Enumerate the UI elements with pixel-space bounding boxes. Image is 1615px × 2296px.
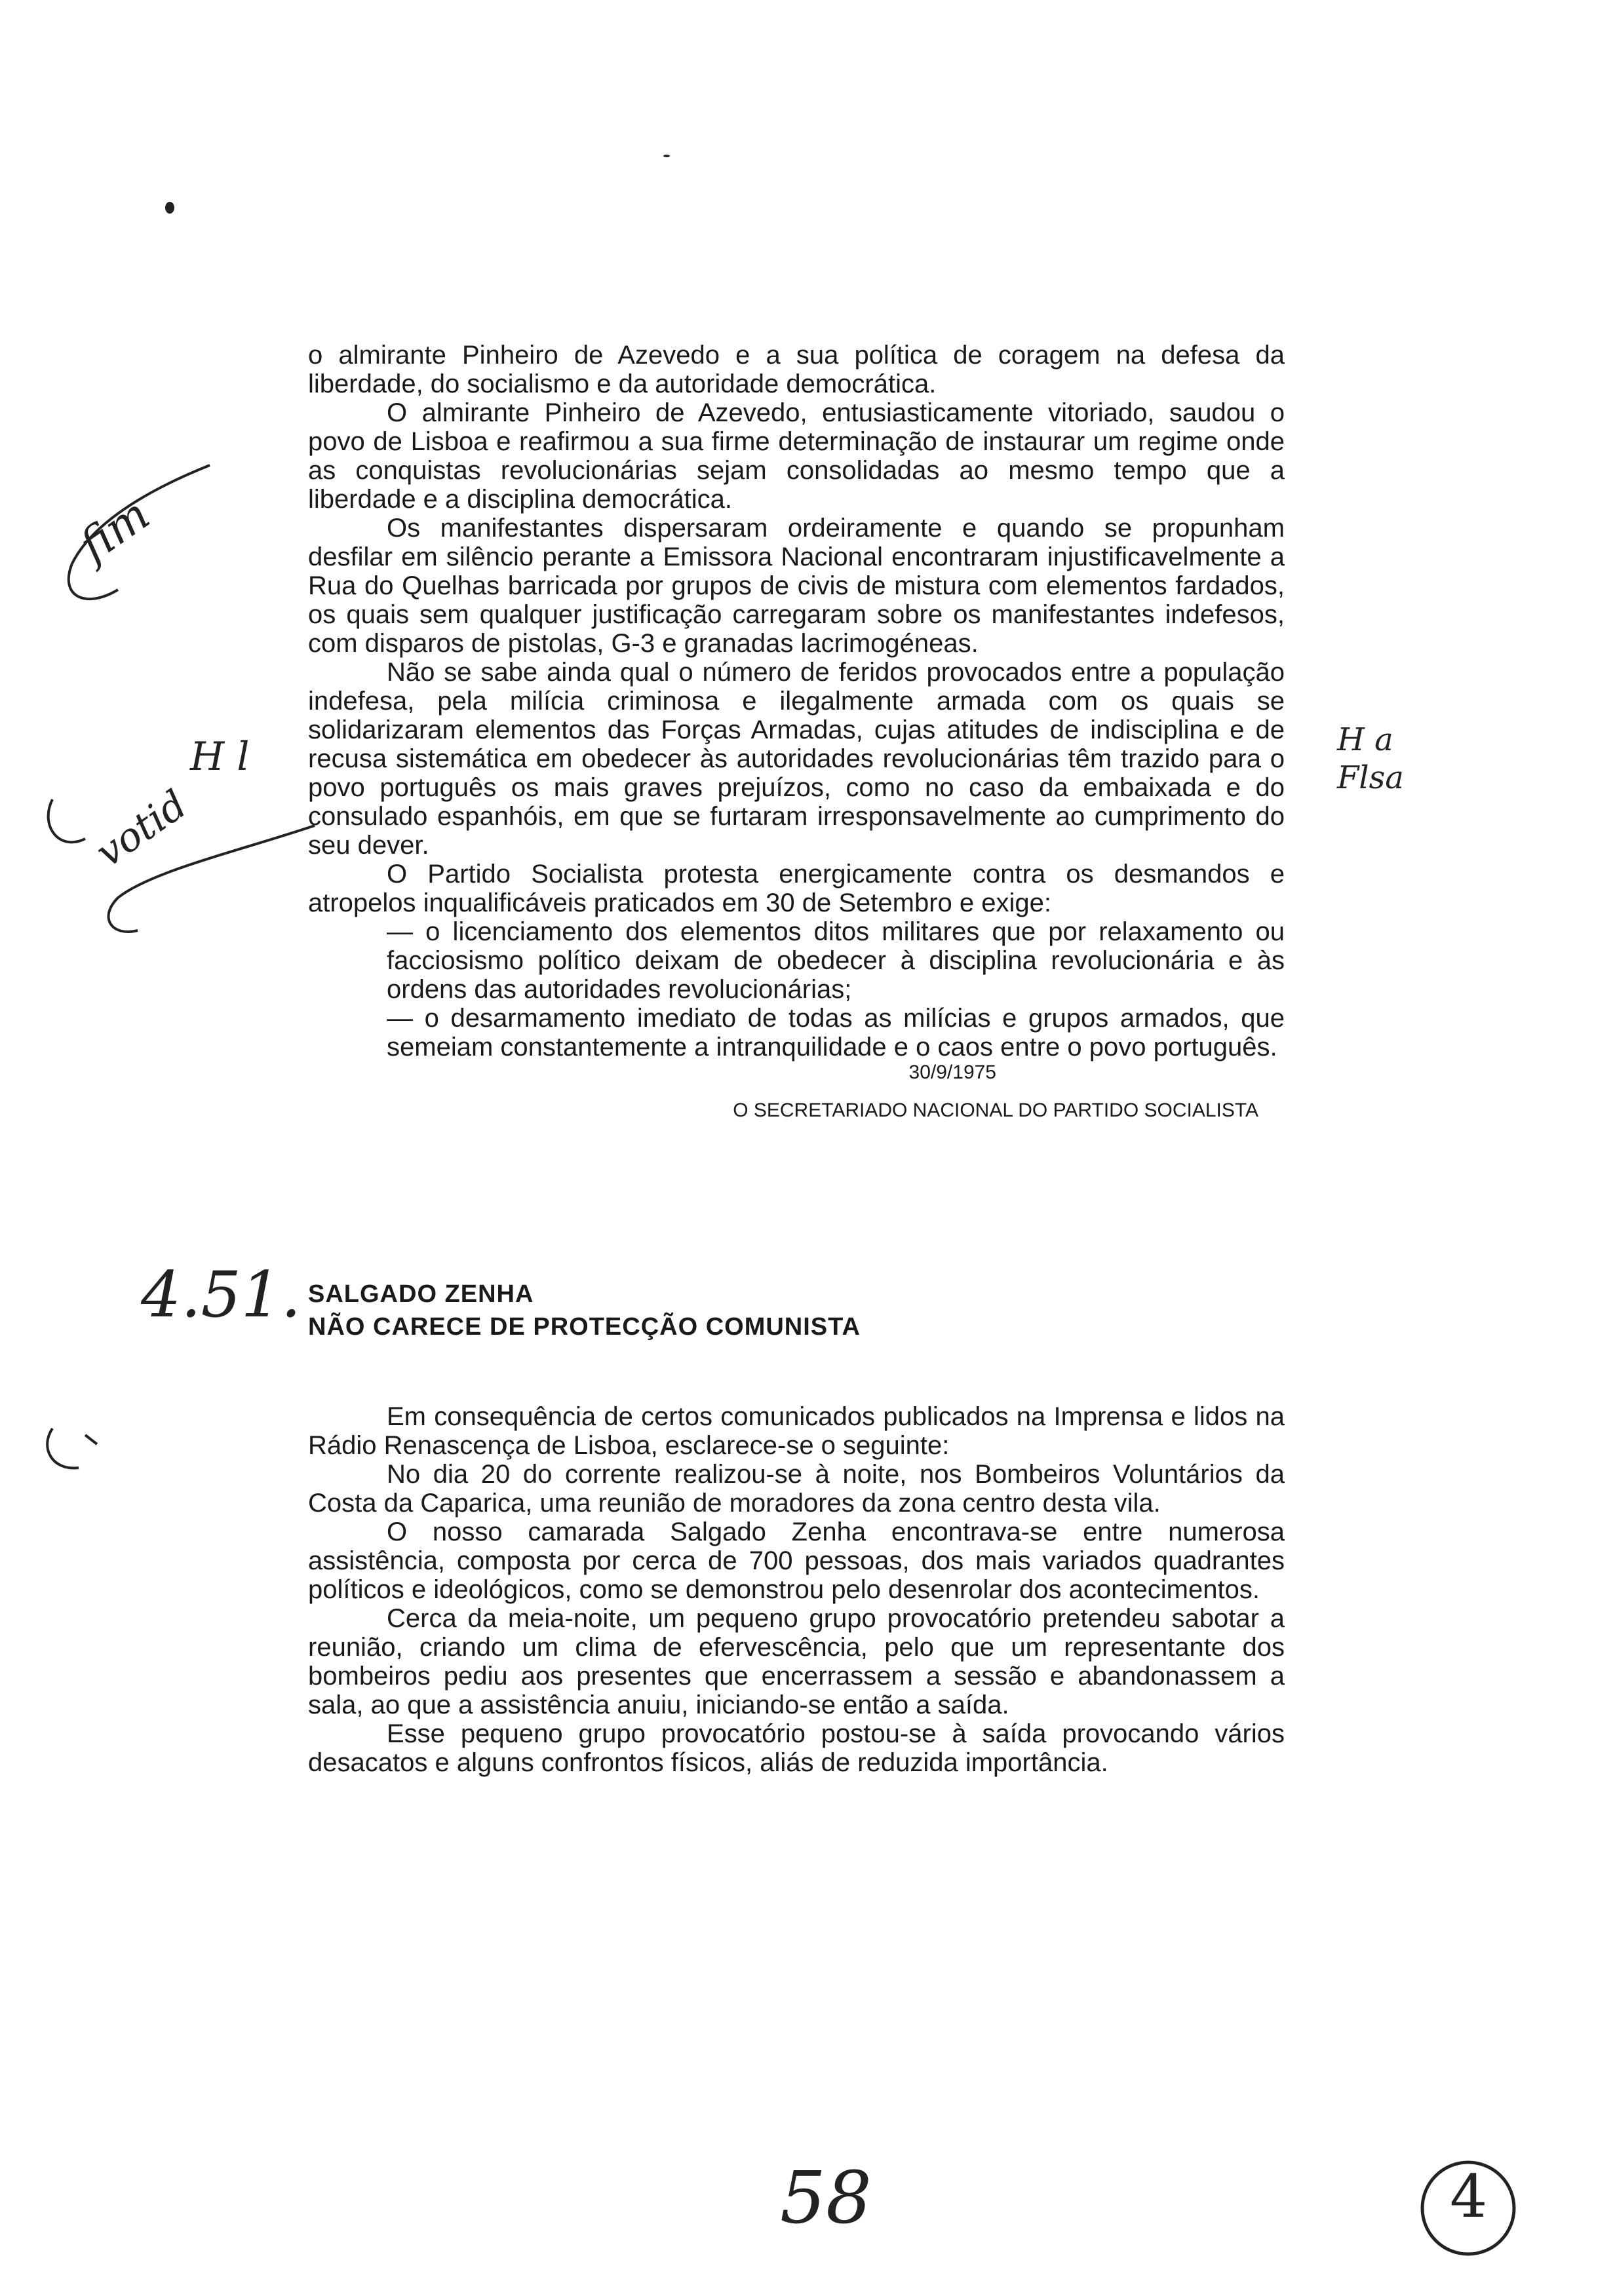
paragraph-6: Em consequência de certos comunicados publicados na Imprensa e lidos na Rádio Renascença de Lisboa, esclarece-se o seguinte: [308, 1402, 1285, 1460]
paragraph-1: o almirante Pinheiro de Azevedo e a sua política de coragem na defesa da liberdade, do socialismo e da autoridade democrática. [308, 341, 1285, 398]
paragraph-9: Cerca da meia-noite, um pequeno grupo provocatório pretendeu sabotar a reunião, criando um clima de efervescência, pelo que um representante dos bombeiros pediu aos presentes que encerrassem a sessão e abandonassem a sala, ao que a assistência anuiu, iniciando-se então a saída. [308, 1604, 1285, 1719]
date: 30/9/1975 [908, 1062, 996, 1083]
section-2-heading [308, 1278, 861, 1343]
margin-note-votid: votid [87, 781, 196, 877]
heading-line-2: NÃO CARECE DE PROTECÇÃO COMUNISTA [308, 1313, 861, 1341]
paragraph-4: Não se sabe ainda qual o número de feridos provocados entre a população indefesa, pela milícia criminosa e ilegalmente armada com os quais se solidarizaram elementos das Forças Armadas, cujas atitudes de indisciplina e de recusa sistemática em obedecer às autoridades revolucionárias têm trazido para o povo português os mais graves prejuízos, como no caso da embaixada e do consulado espanhóis, em que se furtaram irresponsavelmente ao cumprimento do seu dever. [308, 658, 1285, 860]
paragraph-10: Esse pequeno grupo provocatório postou-se à saída provocando vários desacatos e alguns confrontos físicos, aliás de reduzida importância. [308, 1719, 1285, 1777]
demand-2: — o desarmamento imediato de todas as milícias e grupos armados, que semeiam constantemente a intranquilidade e o caos entre o povo português. [387, 1004, 1285, 1062]
margin-note-right: H a Flsa [1337, 721, 1404, 796]
margin-mark [39, 1422, 105, 1481]
demand-1: — o licenciamento dos elementos ditos militares que por relaxamento ou facciosismo político deixam de obedecer à disciplina revolucionária e às ordens das autoridades revolucionárias; [387, 917, 1285, 1004]
paragraph-5: O Partido Socialista protesta energicamente contra os desmandos e atropelos inqualificáveis praticados em 30 de Setembro e exige: [308, 860, 1285, 917]
paragraph-2: O almirante Pinheiro de Azevedo, entusiasticamente vitoriado, saudou o povo de Lisboa e reafirmou a sua firme determinação de instaurar um regime onde as conquistas revolucionárias sejam consolidadas ao mesmo tempo que a liberdade e a disciplina democrática. [308, 398, 1285, 514]
paragraph-7: No dia 20 do corrente realizou-se à noite, nos Bombeiros Voluntários da Costa da Caparica, uma reunião de moradores da zona centro desta vila. [308, 1460, 1285, 1518]
speck [663, 155, 670, 157]
item-number: 4.51. [141, 1258, 302, 1331]
margin-note-hl: H l [190, 734, 250, 780]
paragraph-3: Os manifestantes dispersaram ordeiramente e quando se propunham desfilar em silêncio perante a Emissora Nacional encontraram injustificavelmente a Rua do Quelhas barricada por grupos de civis de mistura com elementos fardados, os quais sem qualquer justificação carregaram sobre os manifestantes indefesos, com disparos de pistolas, G-3 e granadas lacrimogéneas. [308, 514, 1285, 658]
page-number: 58 [780, 2156, 872, 2240]
paragraph-8: O nosso camarada Salgado Zenha encontrava-se entre numerosa assistência, composta por cerca de 700 pessoas, dos mais variados quadrantes políticos e ideológicos, como se demonstrou pelo desenrolar dos acontecimentos. [308, 1518, 1285, 1604]
circled-number: 4 [1450, 2162, 1488, 2231]
section-2 [308, 1402, 1285, 1777]
section-1 [308, 341, 1285, 1126]
signature: O SECRETARIADO NACIONAL DO PARTIDO SOCIALISTA [733, 1100, 1258, 1121]
speck [165, 202, 174, 214]
heading-line-1: SALGADO ZENHA [308, 1280, 534, 1308]
margin-note-fim: fim [70, 488, 159, 573]
margin-circle-2 [39, 773, 328, 944]
